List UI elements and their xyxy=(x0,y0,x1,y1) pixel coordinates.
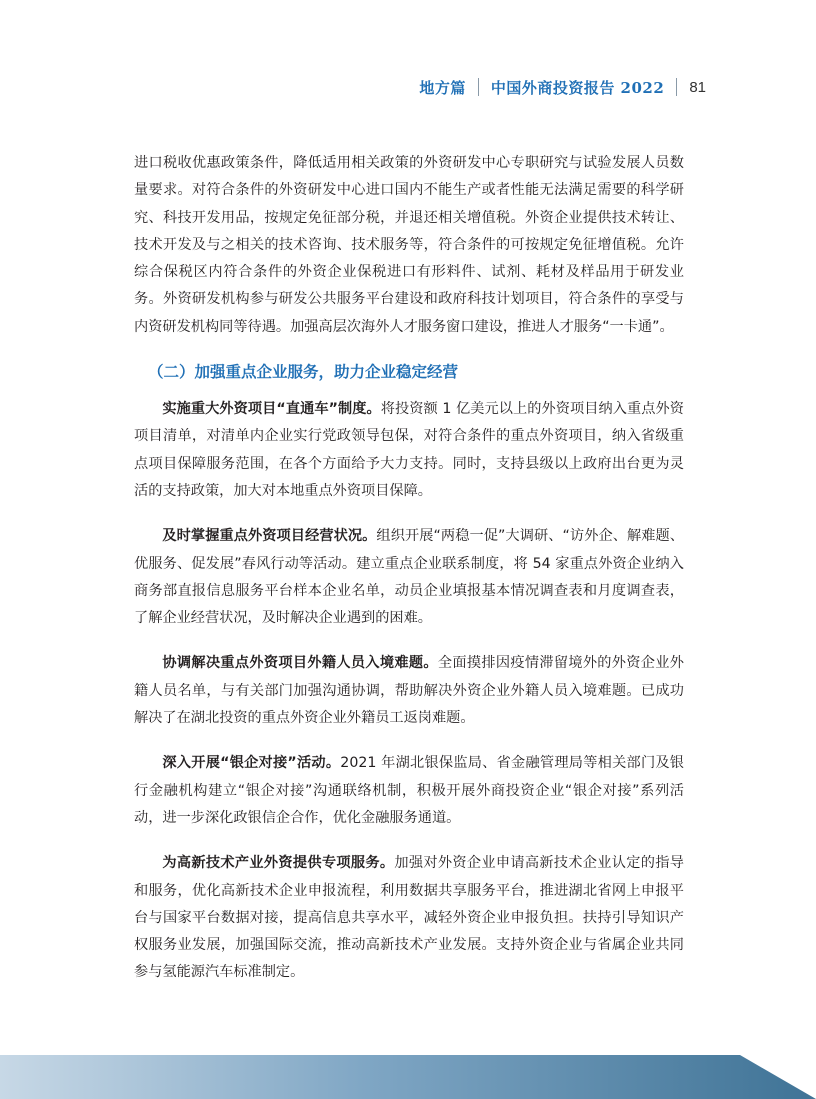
header-divider xyxy=(478,78,479,96)
paragraph-body: 组织开展“两稳一促”大调研、“访外企、解难题、优服务、促发展”春风行动等活动。建立重点企业联系制度，将 54 家重点外资企业纳入商务部直报信息服务平台样本企业名单，动员企业填报基本情况调查表和月度调查表，了解企业经营状况，及时解决企业遇到的困难。 xyxy=(134,528,684,627)
section-heading: （二）加强重点企业服务，助力企业稳定经营 xyxy=(148,363,459,382)
intro-paragraph: 进口税收优惠政策条件，降低适用相关政策的外资研发中心专职研究与试验发展人员数量要求。对符合条件的外资研发中心进口国内不能生产或者性能无法满足需要的科学研究、科技开发用品，按规定免征部分税，并退还相关增值税。外资企业提供技术转让、技术开发及与之相关的技术咨询、技术服务等，符合条件的可按规定免征增值税。允许综合保税区内符合条件的外资企业保税进口有形料件、试剂、耗材及样品用于研发业务。外资研发机构参与研发公共服务平台建设和政府科技计划项目，符合条件的享受与内资研发机构同等待遇。加强高层次海外人才服务窗口建设，推进人才服务“一卡通”。 xyxy=(134,155,684,335)
header-section-label: 地方篇 xyxy=(419,78,466,97)
body-paragraph xyxy=(134,523,684,632)
paragraph-body: 全面摸排因疫情滞留境外的外资企业外籍人员名单，与有关部门加强沟通协调，帮助解决外资企业外籍人员入境难题。已成功解决了在湖北投资的重点外资企业外籍员工返岗难题。 xyxy=(134,655,684,727)
header-report-title: 中国外商投资报告 2022 xyxy=(490,78,665,97)
page-number: 81 xyxy=(689,78,706,96)
paragraph-lead: 实施重大外资项目“直通车”制度。 xyxy=(162,401,381,418)
body-paragraph xyxy=(134,850,684,986)
footer-decorative-band xyxy=(0,1055,816,1099)
paragraph-body: 加强对外资企业申请高新技术企业认定的指导和服务，优化高新技术企业申报流程，利用数据共享服务平台，推进湖北省网上申报平台与国家平台数据对接，提高信息共享水平，减轻外资企业申报负担。扶持引导知识产权服务业发展，加强国际交流，推动高新技术产业发展。支持外资企业与省属企业共同参与氢能源汽车标准制定。 xyxy=(134,855,684,981)
paragraph-lead: 深入开展“银企对接”活动。 xyxy=(162,755,341,772)
paragraph-lead: 协调解决重点外资项目外籍人员入境难题。 xyxy=(162,655,438,672)
paragraph-lead: 及时掌握重点外资项目经营状况。 xyxy=(162,528,377,545)
body-paragraph xyxy=(134,750,684,832)
paragraph-body: 2021 年湖北银保监局、省金融管理局等相关部门及银行金融机构建立“银企对接”沟通联络机制，积极开展外商投资企业“银企对接”系列活动，进一步深化政银信企合作，优化金融服务通道。 xyxy=(134,755,684,826)
body-paragraph xyxy=(134,650,684,732)
header-divider xyxy=(676,78,677,96)
page-body xyxy=(134,150,684,987)
running-header xyxy=(419,76,706,98)
paragraph-body: 将投资额 1 亿美元以上的外资项目纳入重点外资项目清单，对清单内企业实行党政领导包保，对符合条件的重点外资项目，纳入省级重点项目保障服务范围，在各个方面给予大力支持。同时，支持县级以上政府出台更为灵活的支持政策，加大对本地重点外资项目保障。 xyxy=(134,401,684,499)
body-paragraph xyxy=(134,396,684,505)
paragraph-lead: 为高新技术产业外资提供专项服务。 xyxy=(162,855,395,872)
